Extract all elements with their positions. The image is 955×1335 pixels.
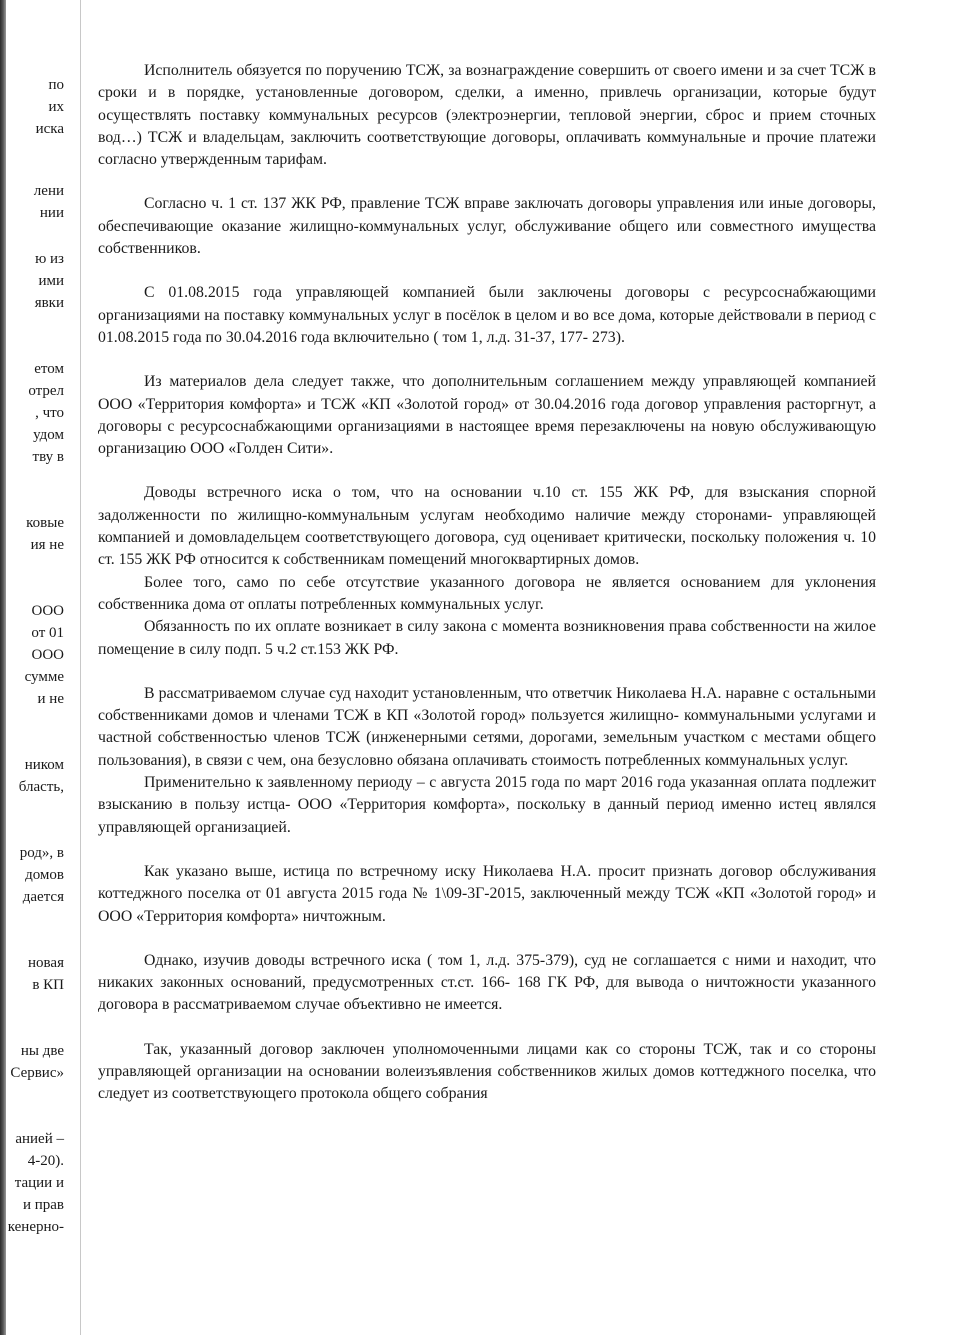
paragraph: В рассматриваемом случае суд находит установленным, что ответчик Николаева Н.А. наравне с остальными собственниками домов и членами ТСЖ в КП «Золотой город» пользуется жилищно- коммунальными услугами и частной собственностью членов ТСЖ (инженерными сетями, дорогами, земельным участком с местами общего пользования), в связи с чем, она безусловно обязана оплачивать стоимость потребленных коммунальных услуг. xyxy=(98,684,876,769)
paragraph: Исполнитель обязуется по поручению ТСЖ, за вознаграждение совершить от своего имени и за счет ТСЖ в сроки и в порядке, установленные договором, сделки, а именно, привлечь организации, которые будут осуществлять поставку коммунальных ресурсов (электроэнергии, тепловой энергии, сброс и прием сточных вод…) ТСЖ и владельцам, заключить соответствующие договоры, оплачивать коммунальные и прочие платежи согласно утвержденным тарифам. xyxy=(98,62,876,169)
margin-fragment: Сервис» xyxy=(10,1065,64,1081)
margin-fragment: етом xyxy=(34,361,64,377)
margin-fragment: ими xyxy=(38,273,64,289)
margin-fragment: и прав xyxy=(22,1197,64,1213)
margin-fragment: и не xyxy=(37,691,64,707)
margin-fragment: кенерно- xyxy=(7,1219,64,1235)
margin-fragment: удом xyxy=(33,427,64,443)
margin-fragment: ООО xyxy=(31,603,64,619)
margin-fragment: ковые xyxy=(26,515,64,531)
margin-fragment: дается xyxy=(22,889,64,905)
margin-fragment: явки xyxy=(34,295,64,311)
margin-fragment: ю из xyxy=(35,251,64,267)
margin-fragment: новая xyxy=(28,955,64,971)
margin-fragment: домов xyxy=(25,867,64,883)
margin-fragment: сумме xyxy=(24,669,64,685)
margin-fragment: тации и xyxy=(14,1175,64,1191)
margin-fragment: 4-20). xyxy=(27,1153,64,1169)
margin-fragment: , что xyxy=(35,405,64,421)
margin-fragment: от 01 xyxy=(31,625,64,641)
margin-fragment: по xyxy=(48,77,64,93)
margin-fragment: иска xyxy=(35,121,64,137)
margin-fragment: в КП xyxy=(32,977,64,993)
paragraph: Так, указанный договор заключен уполномоченными лицами как со стороны ТСЖ, так и со стороны управляющей организации на основании волеизъявления собственников жилых домов коттеджного поселка, что следует из соответствующего протокола общего собрания xyxy=(98,1040,876,1103)
margin-fragment: их xyxy=(48,99,64,115)
margin-fragment: анией – xyxy=(15,1131,64,1147)
margin-fragment: тву в xyxy=(32,449,64,465)
page-fold-line xyxy=(80,0,81,1335)
document-body xyxy=(98,60,876,1106)
paragraph: Более того, само по себе отсутствие указанного договора не является основанием для уклонения собственника дома от оплаты потребленных коммунальных услуг. xyxy=(98,573,876,613)
margin-fragment: ны две xyxy=(20,1043,64,1059)
margin-fragment: ООО xyxy=(31,647,64,663)
paragraph: Согласно ч. 1 ст. 137 ЖК РФ, правление ТСЖ вправе заключать договоры управления или иные договоры, обеспечивающие оказание жилищно-коммунальных услуг, обслуживание общего или совместного имущества собственников. xyxy=(98,195,876,258)
paragraph: Применительно к заявленному периоду – с августа 2015 года по март 2016 года указанная оплата подлежит взысканию в пользу истца- ООО «Территория комфорта», поскольку в данный период именно истец являлся управляющей организацией. xyxy=(98,774,876,836)
adjacent-page-margin xyxy=(0,0,80,1335)
margin-fragment: лени xyxy=(33,183,64,199)
margin-fragment: род», в xyxy=(19,845,64,861)
margin-fragment: бласть, xyxy=(18,779,64,795)
margin-fragment: ником xyxy=(24,757,64,773)
margin-fragment: ия не xyxy=(30,537,64,553)
paragraph: С 01.08.2015 года управляющей компанией были заключены договоры с ресурсоснабжающими организациями на поставку коммунальных услуг в посёлок в целом и во все дома, которые действовали в период с 01.08.2015 года по 30.04.2016 года включительно ( том 1, л.д. 31-37, 177- 273). xyxy=(98,284,876,346)
margin-fragment: нии xyxy=(39,205,64,221)
margin-fragment: отрел xyxy=(28,383,64,399)
paragraph: Доводы встречного иска о том, что на основании ч.10 ст. 155 ЖК РФ, для взыскания спорной задолженности по жилищно-коммунальным услугам необходимо наличие между сторонами- управляющей компанией и домовладельцем соответствующего договора, суд оценивает критически, поскольку положения ч. 10 ст. 155 ЖК РФ относится к собственникам помещений многоквартирных домов. xyxy=(98,484,876,569)
paragraph: Как указано выше, истица по встречному иску Николаева Н.А. просит признать договор обслуживания коттеджного поселка от 01 августа 2015 года № 1\09-3Г-2015, заключенный между ТСЖ «КП «Золотой город» и ООО «Территория комфорта» ничтожным. xyxy=(98,862,876,925)
paragraph: Однако, изучив доводы встречного иска ( том 1, л.д. 375-379), суд не соглашается с ними и находит, что никаких законных оснований, предусмотренных ст.ст. 166- 168 ГК РФ, для вывода о ничтожности указанного договора в рассматриваемом случае объективно не имеется. xyxy=(98,951,876,1014)
paragraph: Из материалов дела следует также, что дополнительным соглашением между управляющей компанией ООО «Территория комфорта» и ТСЖ «КП «Золотой город» от 30.04.2016 года договор управления расторгнут, а договоры с ресурсоснабжающими организациями в настоящее время перезаключены на новую обслуживающую организацию ООО «Голден Сити». xyxy=(98,373,876,458)
paragraph: Обязанность по их оплате возникает в силу закона с момента возникновения права собственности на жилое помещение в силу подп. 5 ч.2 ст.153 ЖК РФ. xyxy=(98,618,876,658)
